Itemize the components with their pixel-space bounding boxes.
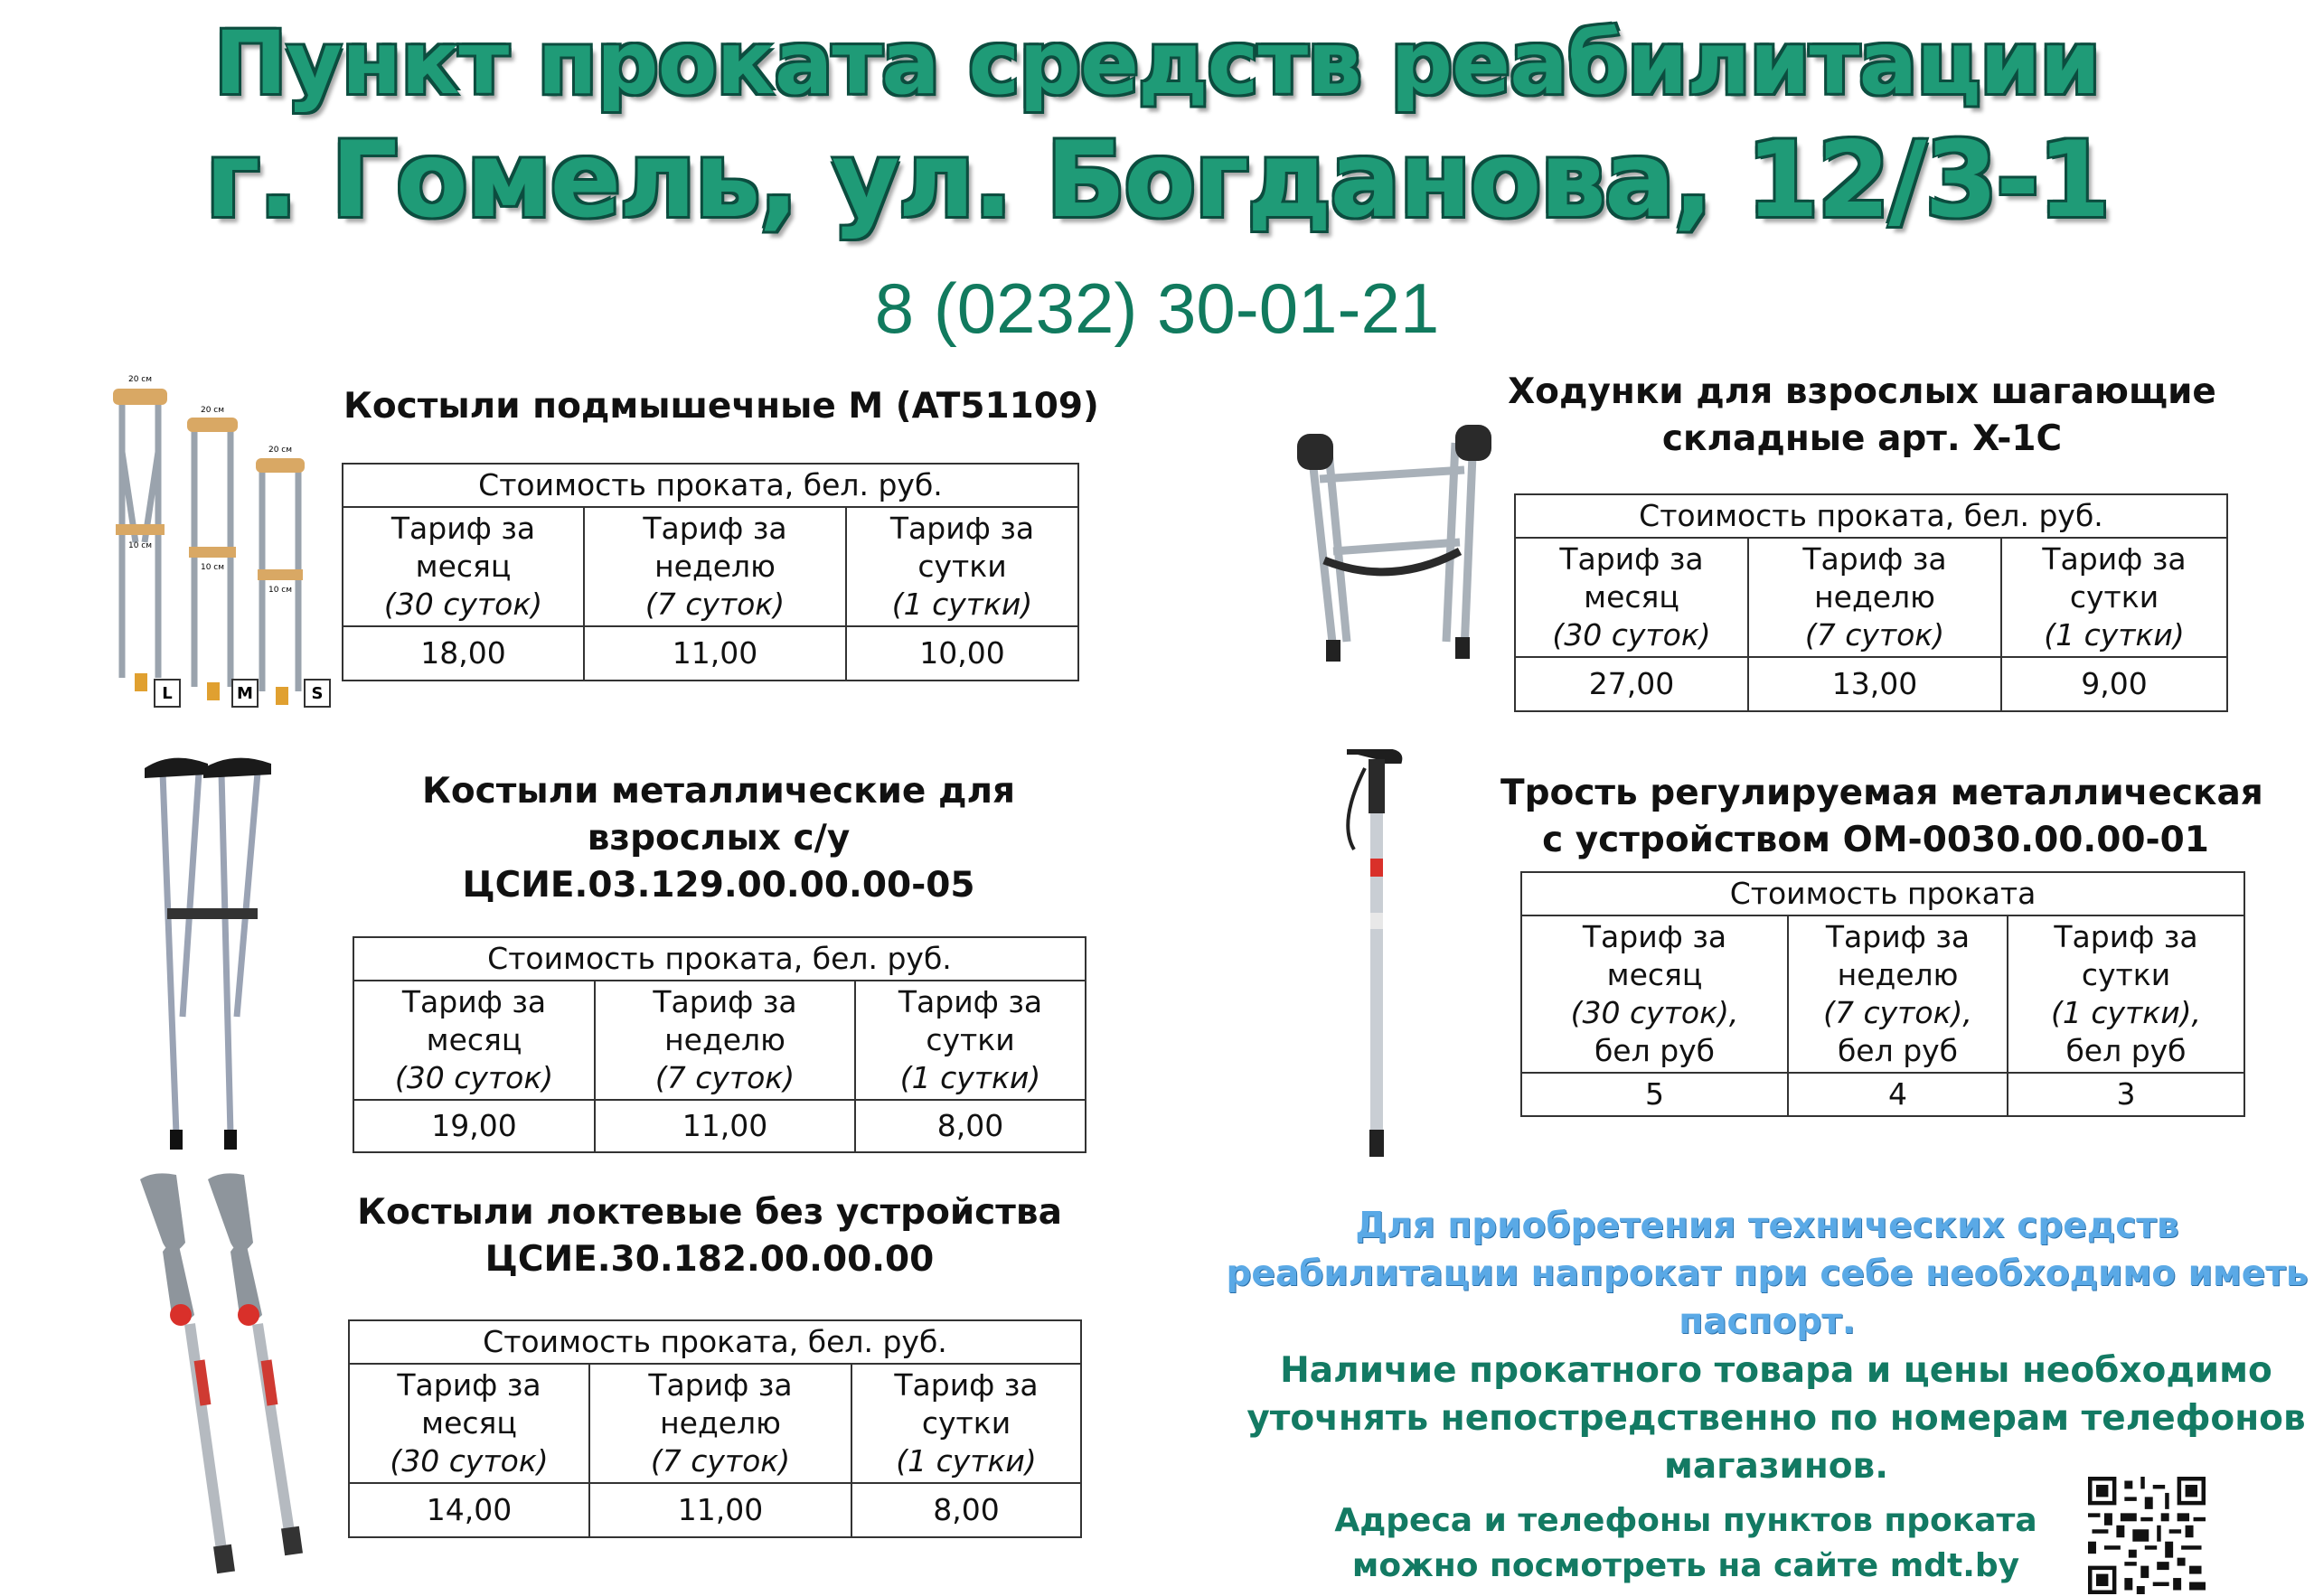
product-name-axillary-crutches: Костыли подмышечные М (AT51109) xyxy=(343,386,1099,427)
size-label-m: M xyxy=(237,684,253,703)
product-name-cane: Трость регулируемая металлическая с устройством ОМ-0030.00.00-01 xyxy=(1500,773,2263,860)
dimension-label: 10 см xyxy=(200,563,225,572)
qr-code-icon[interactable] xyxy=(2088,1477,2206,1594)
price-month: 19,00 xyxy=(353,1100,595,1152)
table-caption: Стоимость проката xyxy=(1521,872,2244,915)
tariff-month-header: Тариф за месяц (30 суток) xyxy=(343,507,584,626)
tariff-week-header: Тариф за неделю (7 суток) xyxy=(584,507,846,626)
price-day: 10,00 xyxy=(846,626,1078,681)
table-caption: Стоимость проката, бел. руб. xyxy=(353,937,1086,981)
price-week: 11,00 xyxy=(584,626,846,681)
price-month: 18,00 xyxy=(343,626,584,681)
phone-number: 8 (0232) 30-01-21 xyxy=(874,268,1440,348)
price-day: 8,00 xyxy=(855,1100,1086,1152)
dimension-label: 20 см xyxy=(200,406,225,415)
price-month: 27,00 xyxy=(1515,657,1748,711)
tariff-week-header: Тариф за неделю (7 суток), бел руб xyxy=(1788,915,2008,1073)
price-week: 13,00 xyxy=(1748,657,2001,711)
price-day: 3 xyxy=(2008,1073,2244,1116)
product-name-walker: Ходунки для взрослых шагающие складные арт. X-1C xyxy=(1508,371,2216,459)
price-table xyxy=(1520,871,2245,1117)
table-caption: Стоимость проката, бел. руб. xyxy=(1515,494,2227,538)
price-table xyxy=(353,936,1086,1153)
elbow-crutches-photo xyxy=(136,1170,343,1586)
tariff-month-header: Тариф за месяц (30 суток) xyxy=(349,1364,589,1483)
walker-photo xyxy=(1284,416,1500,669)
tariff-month-header: Тариф за месяц (30 суток) xyxy=(353,981,595,1100)
size-label-l: L xyxy=(162,684,173,703)
price-day: 8,00 xyxy=(851,1483,1081,1537)
product-name-metal-crutches: Костыли металлические для взрослых с/у ЦСИЕ.03.129.00.00.00-05 xyxy=(421,771,1016,906)
price-day: 9,00 xyxy=(2001,657,2227,711)
tariff-day-header: Тариф за сутки (1 сутки), бел руб xyxy=(2008,915,2244,1073)
price-month: 14,00 xyxy=(349,1483,589,1537)
axillary-crutches-photo xyxy=(86,361,339,723)
cane-photo xyxy=(1329,741,1428,1166)
dimension-label: 10 см xyxy=(127,541,153,550)
tariff-week-header: Тариф за неделю (7 суток) xyxy=(595,981,855,1100)
dimension-label: 20 см xyxy=(268,446,293,455)
price-week: 11,00 xyxy=(595,1100,855,1152)
tariff-week-header: Тариф за неделю (7 суток) xyxy=(1748,538,2001,657)
price-table xyxy=(342,463,1079,681)
passport-note: Для приобретения технических средств реабилитации напрокат при себе необходимо иметь паспорт. xyxy=(1226,1206,2309,1342)
tariff-day-header: Тариф за сутки (1 сутки) xyxy=(2001,538,2227,657)
availability-note: Наличие прокатного товара и цены необходимо уточнять непостредственно по номерам телефонов магазинов. xyxy=(1246,1350,2306,1487)
dimension-label: 10 см xyxy=(268,586,293,595)
price-table xyxy=(348,1319,1082,1538)
dimension-label: 20 см xyxy=(127,375,153,384)
size-label-s: S xyxy=(311,684,324,703)
product-name-elbow-crutches: Костыли локтевые без устройства ЦСИЕ.30.182.00.00.00 xyxy=(357,1192,1062,1280)
price-month: 5 xyxy=(1521,1073,1788,1116)
address: г. Гомель, ул. Богданова, 12/3-1 xyxy=(205,119,2109,241)
website-note: Адреса и телефоны пунктов проката можно посмотреть на сайте mdt.by xyxy=(1334,1502,2037,1584)
price-table xyxy=(1514,493,2228,712)
metal-crutches-photo xyxy=(136,746,280,1161)
table-caption: Стоимость проката, бел. руб. xyxy=(349,1320,1081,1364)
tariff-week-header: Тариф за неделю (7 суток) xyxy=(589,1364,851,1483)
tariff-day-header: Тариф за сутки (1 сутки) xyxy=(855,981,1086,1100)
page-title: Пункт проката средств реабилитации xyxy=(214,13,2100,114)
tariff-day-header: Тариф за сутки (1 сутки) xyxy=(846,507,1078,626)
tariff-day-header: Тариф за сутки (1 сутки) xyxy=(851,1364,1081,1483)
price-week: 4 xyxy=(1788,1073,2008,1116)
table-caption: Стоимость проката, бел. руб. xyxy=(343,464,1078,507)
tariff-month-header: Тариф за месяц (30 суток) xyxy=(1515,538,1748,657)
tariff-month-header: Тариф за месяц (30 суток), бел руб xyxy=(1521,915,1788,1073)
price-week: 11,00 xyxy=(589,1483,851,1537)
